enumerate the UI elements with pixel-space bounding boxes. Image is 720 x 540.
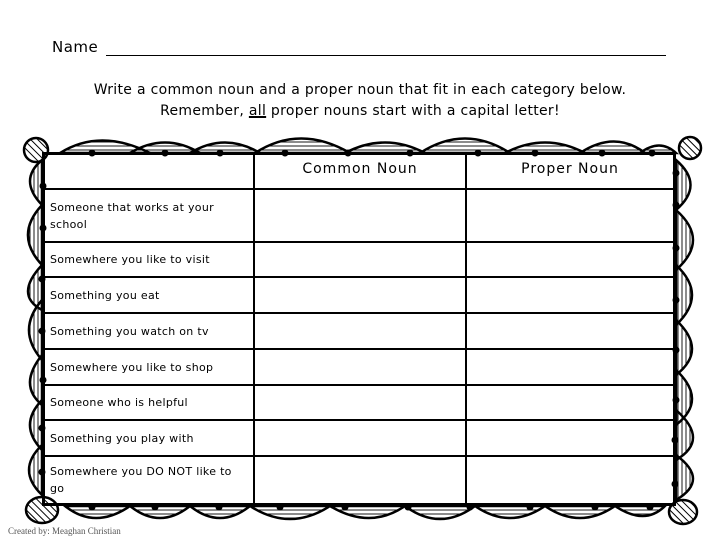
noun-table xyxy=(42,152,676,506)
category-cell xyxy=(45,243,255,276)
header-category xyxy=(45,155,255,188)
table-row xyxy=(45,386,673,421)
proper-noun-cell[interactable] xyxy=(467,278,673,312)
category-cell xyxy=(45,314,255,348)
name-blank[interactable] xyxy=(106,39,666,56)
table-row xyxy=(45,350,673,386)
table-row xyxy=(45,314,673,350)
category-cell xyxy=(45,190,255,241)
common-noun-cell[interactable] xyxy=(255,278,467,312)
proper-noun-cell[interactable] xyxy=(467,350,673,384)
proper-noun-cell[interactable] xyxy=(467,190,673,241)
common-noun-cell[interactable] xyxy=(255,421,467,455)
table-row xyxy=(45,457,673,503)
category-label: Someone that works at your school xyxy=(50,200,214,231)
author-credit: Created by: Meaghan Christian xyxy=(8,526,121,536)
table-row xyxy=(45,243,673,278)
category-cell xyxy=(45,386,255,419)
common-noun-cell[interactable] xyxy=(255,457,467,503)
category-label: Something you eat xyxy=(50,288,160,302)
common-noun-cell[interactable] xyxy=(255,386,467,419)
proper-noun-cell[interactable] xyxy=(467,386,673,419)
category-label: Somewhere you like to shop xyxy=(50,360,214,374)
emphasis-all: all xyxy=(248,103,267,119)
table-header-row xyxy=(45,155,673,190)
common-noun-cell[interactable] xyxy=(255,190,467,241)
common-noun-cell[interactable] xyxy=(255,350,467,384)
table-row xyxy=(45,278,673,314)
instructions-line-1: Write a common noun and a proper noun that fit in each category below. xyxy=(93,82,627,98)
category-cell xyxy=(45,278,255,312)
instructions xyxy=(0,80,720,122)
common-noun-cell[interactable] xyxy=(255,243,467,276)
category-cell xyxy=(45,350,255,384)
category-label: Something you play with xyxy=(50,431,194,445)
table-row xyxy=(45,421,673,457)
category-label: Something you watch on tv xyxy=(50,324,209,338)
instructions-text: Remember, xyxy=(160,103,245,119)
common-noun-cell[interactable] xyxy=(255,314,467,348)
category-label: Someone who is helpful xyxy=(50,396,188,409)
proper-noun-cell[interactable] xyxy=(467,457,673,503)
proper-noun-cell[interactable] xyxy=(467,314,673,348)
table-row xyxy=(45,190,673,243)
category-cell xyxy=(45,421,255,455)
instructions-line-2 xyxy=(0,101,720,122)
header-common-noun: Common Noun xyxy=(255,155,467,188)
proper-noun-cell[interactable] xyxy=(467,421,673,455)
category-label: Somewhere you DO NOT like to go xyxy=(50,465,232,495)
category-label: Somewhere you like to visit xyxy=(50,253,210,266)
name-field xyxy=(52,38,666,56)
instructions-text: proper nouns start with a capital letter! xyxy=(270,103,560,119)
proper-noun-cell[interactable] xyxy=(467,243,673,276)
name-label: Name xyxy=(52,38,99,56)
category-cell xyxy=(45,457,255,503)
header-proper-noun: Proper Noun xyxy=(521,161,619,177)
